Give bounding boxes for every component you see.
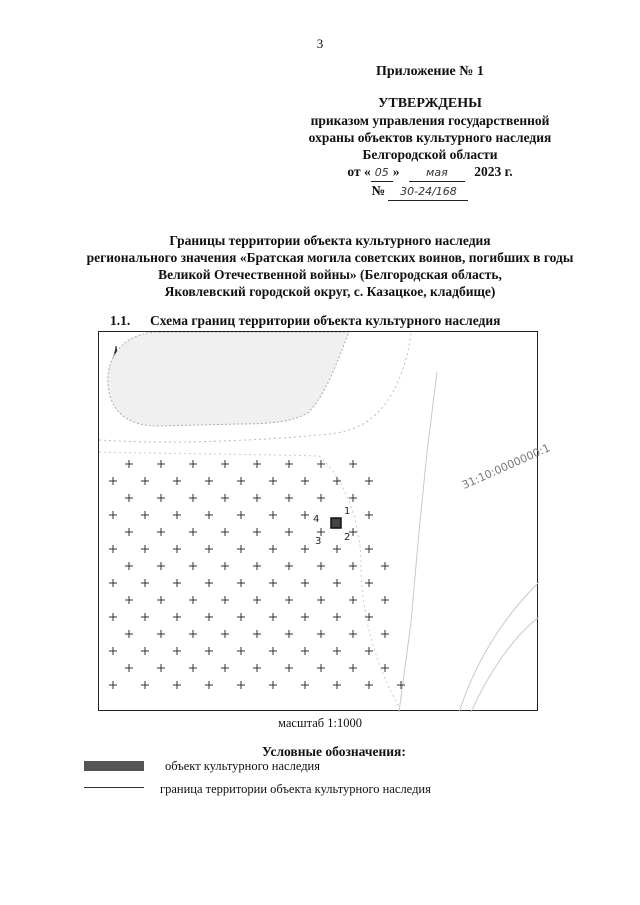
section-heading — [110, 313, 500, 329]
date-month: мая — [409, 164, 465, 182]
road-line — [459, 582, 539, 712]
approved-line-2: охраны объектов культурного наследия — [308, 130, 552, 145]
cadastral-number: 31:10:0000000:1 — [460, 441, 553, 492]
approved-line-3: Белгородской области — [362, 147, 498, 162]
title-line-4: Яковлевский городской округ, с. Казацкое, кладбище) — [164, 284, 496, 299]
map-drawing — [99, 332, 539, 712]
point-label: 3 — [315, 536, 322, 547]
legend-object-swatch — [84, 761, 144, 771]
appendix-label: Приложение № 1 — [376, 64, 484, 79]
order-number-line — [265, 182, 575, 201]
cemetery-symbols — [109, 460, 405, 689]
section-title: Схема границ территории объекта культурного наследия — [150, 313, 501, 328]
point-label: 1 — [344, 506, 351, 517]
title-line-2: регионального значения «Братская могила советских воинов, погибших в годы — [86, 250, 574, 265]
date-year: 2023 г. — [474, 164, 513, 179]
legend-boundary-line — [84, 787, 144, 788]
approved-title: УТВЕРЖДЕНЫ — [378, 96, 482, 111]
road-area — [108, 332, 349, 426]
order-number: 30-24/168 — [388, 183, 468, 201]
section-number: 1.1. — [110, 313, 131, 328]
point-label: 2 — [344, 532, 351, 543]
approved-line-1: приказом управления государственной — [310, 113, 550, 128]
page-number: 3 — [316, 36, 324, 51]
date-mid: » — [392, 164, 400, 179]
legend-boundary-label: граница территории объекта культурного наследия — [160, 782, 431, 796]
title-line-1: Границы территории объекта культурного наследия — [169, 233, 491, 248]
cemetery-boundary — [99, 452, 399, 707]
boundary-map — [98, 331, 538, 711]
date-prefix: от « — [347, 164, 371, 179]
road-line — [399, 372, 437, 712]
point-label: 4 — [313, 514, 320, 525]
approval-block — [285, 95, 575, 201]
document-title — [60, 232, 600, 300]
date-day: 05 — [371, 164, 393, 182]
order-prefix: № — [371, 183, 386, 198]
legend-object-label: объект культурного наследия — [165, 759, 320, 773]
road-line — [471, 617, 539, 712]
scale-label: масштаб 1:1000 — [278, 716, 362, 730]
heritage-object — [331, 518, 341, 528]
legend-title: Условные обозначения: — [262, 744, 406, 759]
title-line-3: Великой Отечественной войны» (Белгородская область, — [158, 267, 502, 282]
approval-date — [285, 163, 575, 182]
